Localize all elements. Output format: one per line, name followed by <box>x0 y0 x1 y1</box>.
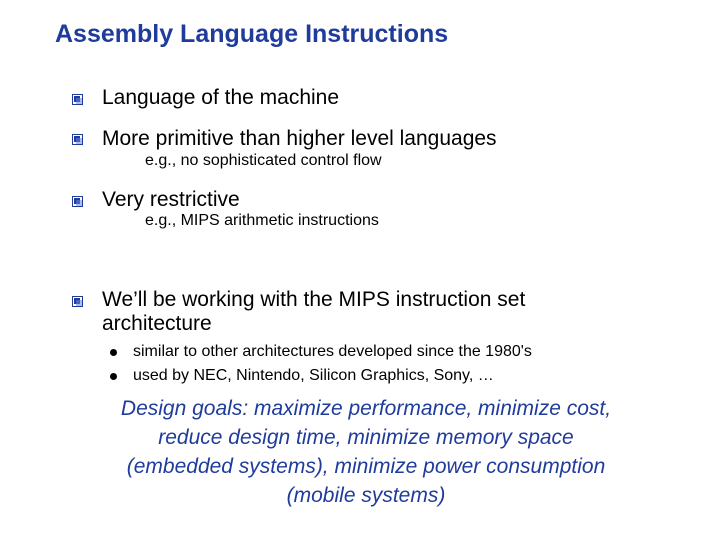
design-goals-line-1: Design goals: maximize performance, minimize cost, <box>120 397 612 420</box>
bullet-text-3: Very restrictive <box>102 188 240 211</box>
sub-bullet-2: used by NEC, Nintendo, Silicon Graphics, Sony, … <box>133 367 494 384</box>
design-goals-line-3: (embedded systems), minimize power consumption <box>126 455 606 478</box>
bullet-text-4-line1: We’ll be working with the MIPS instruction set <box>102 288 526 311</box>
round-bullet-icon <box>110 349 117 356</box>
square-bullet-icon <box>72 196 83 207</box>
bullet-text-4-line2: architecture <box>102 312 212 335</box>
sub-bullet-1: similar to other architectures developed since the 1980's <box>133 343 532 360</box>
design-goals <box>60 394 672 510</box>
slide-title: Assembly Language Instructions <box>55 20 449 48</box>
square-bullet-icon <box>72 94 83 105</box>
design-goals-line-4: (mobile systems) <box>286 484 446 507</box>
square-bullet-icon <box>72 296 83 307</box>
bullet-note-3: e.g., MIPS arithmetic instructions <box>145 212 379 229</box>
round-bullet-icon <box>110 373 117 380</box>
bullet-text-2: More primitive than higher level languages <box>102 127 497 150</box>
square-bullet-icon <box>72 134 83 145</box>
bullet-text-1: Language of the machine <box>102 86 340 109</box>
bullet-note-2: e.g., no sophisticated control flow <box>145 152 382 169</box>
design-goals-line-2: reduce design time, minimize memory space <box>158 426 574 449</box>
